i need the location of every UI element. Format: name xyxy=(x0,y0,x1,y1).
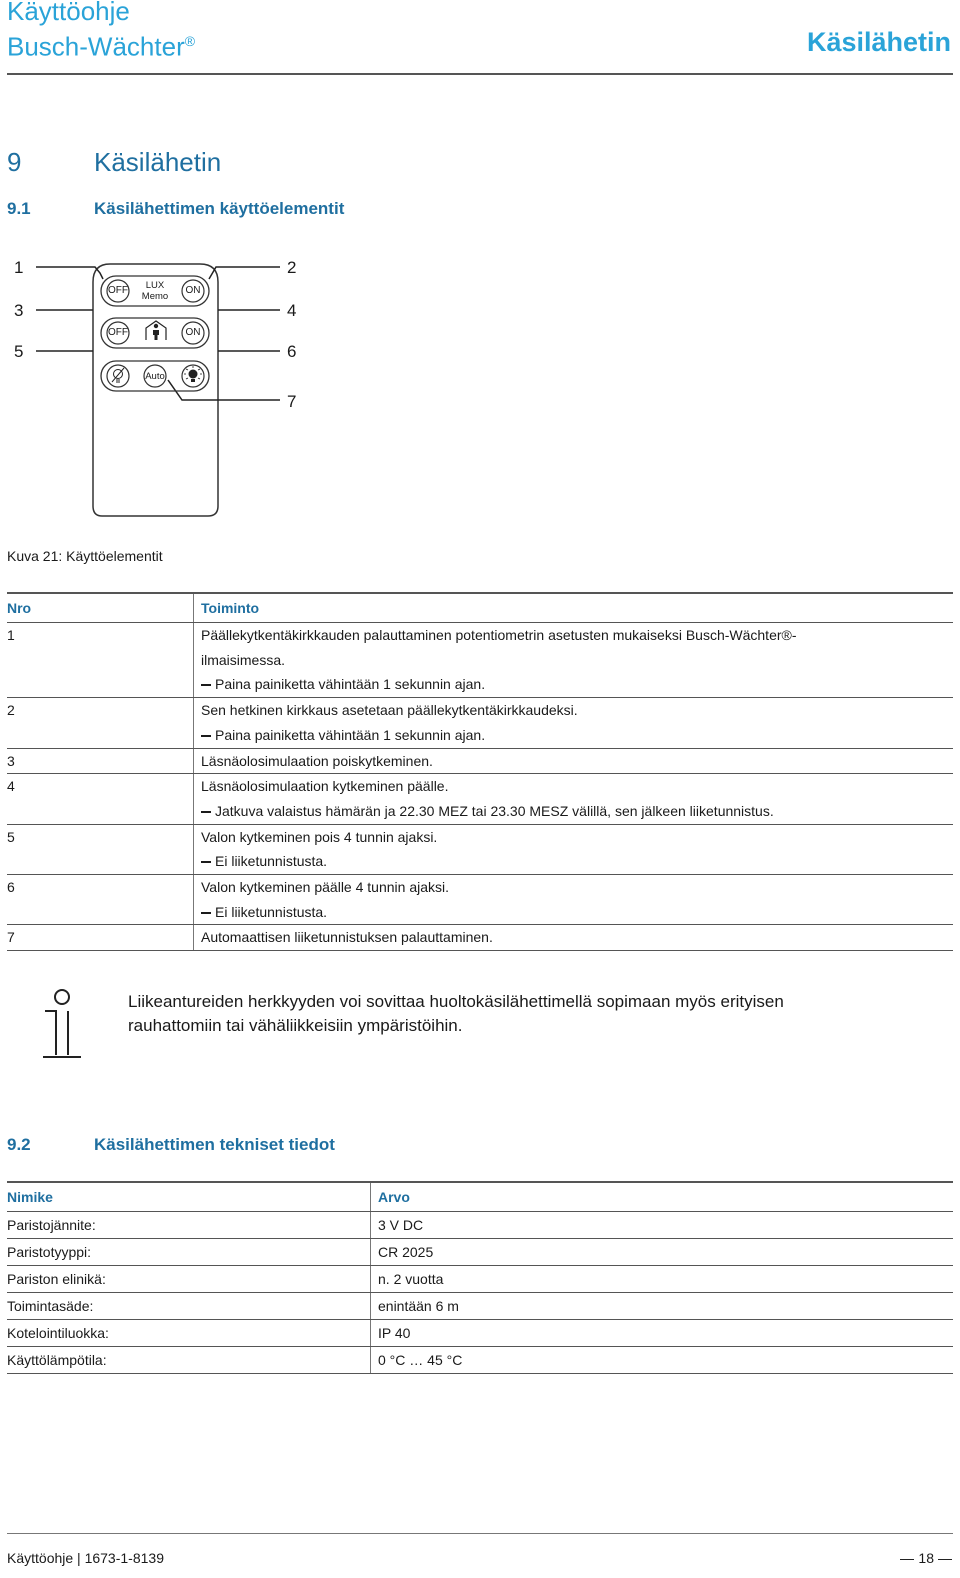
table-row xyxy=(7,1320,953,1347)
lux-memo-button-line2: Memo xyxy=(141,291,169,302)
header-product-name: Busch-Wächter xyxy=(7,31,185,62)
column-header-arvo: Arvo xyxy=(371,1182,954,1212)
column-header-nro: Nro xyxy=(7,593,194,623)
table-header-row xyxy=(7,593,953,623)
row-number: 6 xyxy=(7,875,194,925)
row-number: 7 xyxy=(7,925,194,951)
subsection-title: Käsilähettimen käyttöelementit xyxy=(94,199,345,218)
footer-document-id: Käyttöohje | 1673-1-8139 xyxy=(7,1550,164,1566)
footer-divider xyxy=(7,1533,953,1534)
callout-5: 5 xyxy=(14,342,24,361)
callout-6: 6 xyxy=(287,342,297,361)
table-row xyxy=(7,748,953,774)
subsection-number: 9.2 xyxy=(7,1135,31,1154)
callout-3: 3 xyxy=(14,301,24,320)
specs-table xyxy=(7,1181,953,1374)
footer-dash-left xyxy=(900,1559,914,1560)
footer-page-number xyxy=(900,1550,952,1566)
function-text: Läsnäolosimulaation kytkeminen päälle. xyxy=(201,778,449,795)
function-text: Läsnäolosimulaation poiskytkeminen. xyxy=(201,752,433,769)
section-number: 9 xyxy=(7,147,22,177)
function-text: Automaattisen liiketunnistuksen palauttaminen. xyxy=(201,929,493,946)
spec-value: n. 2 vuotta xyxy=(371,1266,954,1293)
table-row xyxy=(7,1212,953,1239)
auto-button: Auto xyxy=(145,371,165,382)
header-section-title: Käsilähetin xyxy=(806,27,951,57)
table-row xyxy=(7,824,953,874)
light-off-icon xyxy=(112,368,124,382)
table-header-row xyxy=(7,1182,953,1212)
row-number: 4 xyxy=(7,774,194,824)
callout-1: 1 xyxy=(14,258,24,277)
row-function xyxy=(194,748,954,774)
info-icon xyxy=(40,987,84,1061)
instruction-bullet: Jatkuva valaistus hämärän ja 22.30 MEZ tai 23.30 MESZ välillä, sen jälkeen liiketunnistus. xyxy=(201,799,953,824)
callout-7: 7 xyxy=(287,392,297,411)
header-divider xyxy=(7,73,953,75)
table-row xyxy=(7,698,953,748)
note-line: Liikeantureiden herkkyyden voi sovittaa huoltokäsilähettimellä sopimaan myös erityisen xyxy=(128,992,784,1011)
row-function xyxy=(194,824,954,874)
callout-2: 2 xyxy=(287,258,297,277)
light-on-icon xyxy=(184,366,202,382)
row-function xyxy=(194,698,954,748)
table-row xyxy=(7,1347,953,1374)
header-title-line2 xyxy=(7,26,195,62)
function-text: Päällekytkentäkirkkauden palauttaminen potentiometrin asetusten mukaiseksi Busch-Wächter®- xyxy=(201,627,797,643)
table-row xyxy=(7,925,953,951)
instruction-bullet: Ei liiketunnistusta. xyxy=(201,900,953,925)
section-title: Käsilähetin xyxy=(94,147,222,177)
function-text: Sen hetkinen kirkkaus asetetaan päällekytkentäkirkkaudeksi. xyxy=(201,702,578,719)
row-number: 1 xyxy=(7,623,194,698)
row-function xyxy=(194,875,954,925)
instruction-bullet: Paina painiketta vähintään 1 sekunnin ajan. xyxy=(201,672,953,697)
off-button-1: OFF xyxy=(108,285,128,296)
on-button-1: ON xyxy=(185,285,201,296)
figure-caption: Kuva 21: Käyttöelementit xyxy=(7,548,163,564)
row-function xyxy=(194,774,954,824)
spec-value: CR 2025 xyxy=(371,1239,954,1266)
header-title-line1: Käyttöohje xyxy=(7,0,130,26)
spec-name: Toimintasäde: xyxy=(7,1293,371,1320)
column-header-toiminto: Toiminto xyxy=(194,593,954,623)
spec-value: IP 40 xyxy=(371,1320,954,1347)
table-row xyxy=(7,1293,953,1320)
lux-memo-button-line1: LUX xyxy=(145,280,165,291)
note-line: rauhattomiin tai vähäliikkeisiin ympäristöihin. xyxy=(128,1016,463,1035)
registered-mark: ® xyxy=(184,33,196,49)
spec-name: Kotelointiluokka: xyxy=(7,1320,371,1347)
footer-dash-right xyxy=(938,1559,952,1560)
row-number: 2 xyxy=(7,698,194,748)
row-function xyxy=(194,623,954,698)
note-text xyxy=(128,990,784,1038)
row-function xyxy=(194,925,954,951)
subsection-number: 9.1 xyxy=(7,199,31,218)
on-button-2: ON xyxy=(185,327,201,338)
spec-name: Käyttölämpötila: xyxy=(7,1347,371,1374)
instruction-bullet: Paina painiketta vähintään 1 sekunnin ajan. xyxy=(201,723,953,748)
spec-name: Pariston elinikä: xyxy=(7,1266,371,1293)
table-row xyxy=(7,774,953,824)
row-number: 3 xyxy=(7,748,194,774)
page-number: 18 xyxy=(918,1550,934,1566)
subsection-title: Käsilähettimen tekniset tiedot xyxy=(94,1135,335,1154)
spec-name: Paristotyyppi: xyxy=(7,1239,371,1266)
instruction-bullet: Ei liiketunnistusta. xyxy=(201,849,953,874)
person-house-icon xyxy=(146,321,166,340)
spec-value: 3 V DC xyxy=(371,1212,954,1239)
table-row xyxy=(7,1239,953,1266)
table-row xyxy=(7,1266,953,1293)
callout-4: 4 xyxy=(287,301,297,320)
table-row xyxy=(7,623,953,698)
function-table xyxy=(7,592,953,951)
off-button-2: OFF xyxy=(108,327,128,338)
column-header-nimike: Nimike xyxy=(7,1182,371,1212)
table-row xyxy=(7,875,953,925)
function-text: ilmaisimessa. xyxy=(201,651,286,668)
spec-value: 0 °C … 45 °C xyxy=(371,1347,954,1374)
spec-value: enintään 6 m xyxy=(371,1293,954,1320)
function-text: Valon kytkeminen päälle 4 tunnin ajaksi. xyxy=(201,879,450,896)
row-number: 5 xyxy=(7,824,194,874)
spec-name: Paristojännite: xyxy=(7,1212,371,1239)
function-text: Valon kytkeminen pois 4 tunnin ajaksi. xyxy=(201,828,438,845)
